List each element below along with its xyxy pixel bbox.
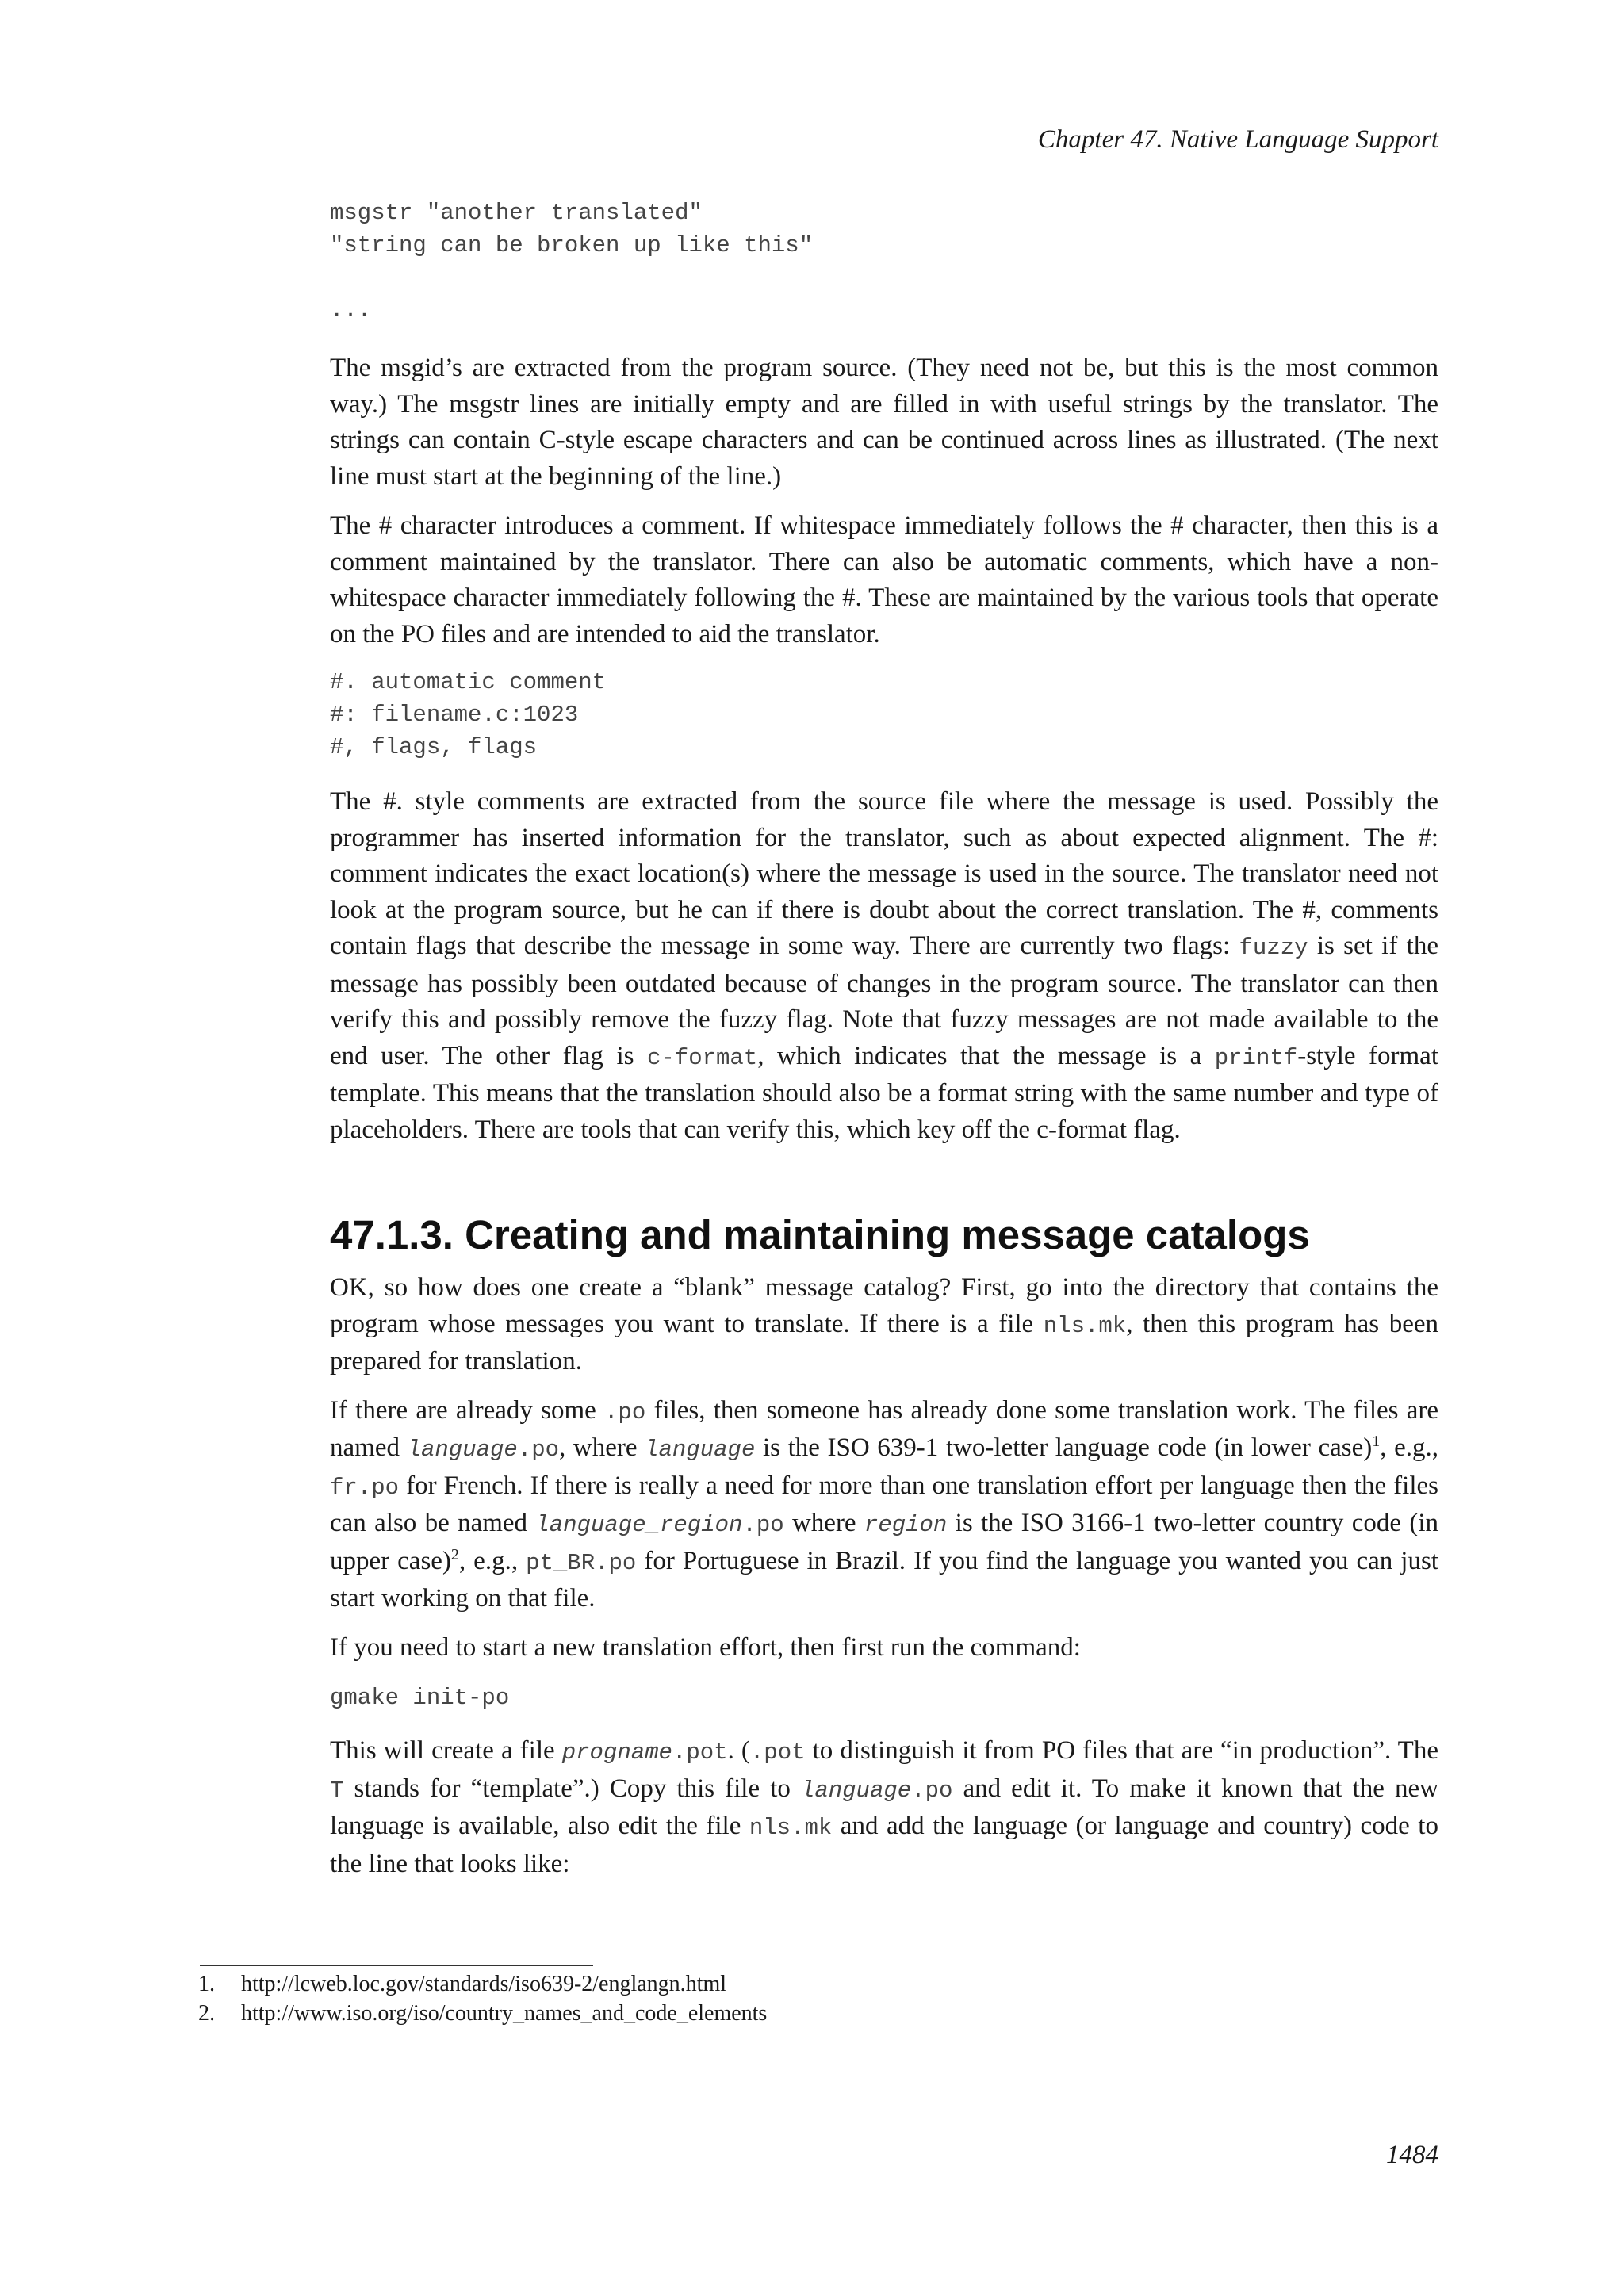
inline-code-italic: language <box>645 1437 756 1463</box>
page-number: 1484 <box>1386 2141 1438 2169</box>
inline-code: T <box>330 1777 344 1804</box>
code-line: "string can be broken up like this" <box>330 232 814 258</box>
inline-code-italic: region <box>864 1512 948 1538</box>
section-heading: 47.1.3. Creating and maintaining message catalogs <box>330 1212 1310 1257</box>
text-run: The #. style comments are extracted from the source file where the message is used. Possibly the programmer has inserted information for the translator, such as about expected alignment. The #: comment indicates the exact location(s) where the message is used in the source. The translator need not look at the program source, but he can if there is doubt about the correct translation. The #, comments contain flags that describe the message in some way. There are currently two flags: <box>330 787 1438 960</box>
text-run: and edit it. To make it known that the new language is available, also edit the file <box>330 1774 1438 1840</box>
inline-code-italic: progname <box>561 1739 672 1766</box>
text-run: files, then someone has already done some translation work. The files are named <box>330 1395 1438 1462</box>
code-block-msgstr <box>330 197 1438 327</box>
text-run: , which indicates that the message is a <box>757 1041 1215 1070</box>
footnote-number: 2. <box>198 2001 215 2026</box>
text-run: stands for “template”.) Copy this file to <box>343 1774 801 1803</box>
footnote-ref-2[interactable]: 2 <box>450 1545 459 1563</box>
text-run: for French. If there is really a need for more than one translation effort per language then the files can also be named <box>330 1471 1438 1537</box>
code-block-gmake <box>330 1682 1438 1714</box>
text-run: This will create a file <box>330 1736 562 1765</box>
text-run: is set if the message has possibly been outdated because of changes in the program source. The translator can then verify this and possibly remove the fuzzy flag. Note that fuzzy messages are not made available to the end user. The other flag is <box>330 932 1438 1070</box>
paragraph-blank-catalog <box>330 1270 1438 1380</box>
inline-code: .pot <box>749 1739 806 1766</box>
inline-code-fuzzy: fuzzy <box>1239 935 1308 961</box>
text-run: , then this program has been prepared for translation. <box>330 1309 1438 1376</box>
inline-code: .po <box>517 1437 560 1463</box>
footnote-link[interactable]: http://lcweb.loc.gov/standards/iso639-2/englangn.html <box>241 1972 727 1996</box>
text-run: for Portuguese in Brazil. If you find the language you wanted you can just start working on that file. <box>330 1546 1438 1613</box>
footnote-divider <box>200 1965 593 1966</box>
footnote-ref-1[interactable]: 1 <box>1372 1433 1381 1450</box>
code-line: msgstr "another translated" <box>330 200 703 226</box>
paragraph-po-files <box>330 1393 1438 1617</box>
inline-code: .po <box>911 1777 953 1804</box>
footnote-link[interactable]: http://www.iso.org/iso/country_names_and_code_elements <box>241 2001 768 2026</box>
main-content <box>330 197 1438 1882</box>
inline-code-printf: printf <box>1214 1044 1298 1071</box>
code-line: ... <box>330 297 372 323</box>
inline-code-italic: language_region <box>535 1512 743 1538</box>
text-run: is the ISO 639-1 two-letter language code (in lower case) <box>755 1433 1373 1462</box>
inline-code: .po <box>742 1512 784 1538</box>
text-run: , e.g., <box>1380 1433 1438 1462</box>
paragraph-pot-file <box>330 1733 1438 1882</box>
inline-code: pt_BR.po <box>526 1549 637 1576</box>
inline-code: .pot <box>672 1739 728 1766</box>
text-run: and add the language (or language and country) code to the line that looks like: <box>330 1812 1438 1878</box>
text-run: -style format template. This means that the translation should also be a format string with the same number and type of placeholders. There are tools that can verify this, which key off the c-format flag. <box>330 1041 1438 1144</box>
text-run: , e.g., <box>458 1546 527 1575</box>
code-line: #, flags, flags <box>330 734 538 760</box>
text-run: OK, so how does one create a “blank” message catalog? First, go into the directory that contains the program whose messages you want to translate. If there is a file <box>330 1273 1438 1338</box>
footnote-1 <box>198 1969 767 1999</box>
text-run: . ( <box>727 1736 750 1765</box>
paragraph-msgid: The msgid’s are extracted from the program source. (They need not be, but this is the most common way.) The msgstr lines are initially empty and are filled in with useful strings by the translator. The strings can contain C-style escape characters and can be continued across lines as illustrated. (The next line must start at the beginning of the line.) <box>330 354 1438 491</box>
paragraph-new-translation: If you need to start a new translation effort, then first run the command: <box>330 1632 1081 1662</box>
text-run: , where <box>559 1433 645 1462</box>
running-header: Chapter 47. Native Language Support <box>1037 125 1438 154</box>
text-run: where <box>783 1509 864 1537</box>
text-run: If there are already some <box>330 1395 605 1425</box>
footnotes <box>198 1969 767 2028</box>
code-line: #. automatic comment <box>330 669 607 695</box>
paragraph-comment-char: The # character introduces a comment. If whitespace immediately follows the # character, then this is a comment maintained by the translator. There can also be automatic comments, which have a non-whitespace character immediately following the #. These are maintained by the various tools that operate on the PO files and are intended to aid the translator. <box>330 511 1438 649</box>
inline-code-nls-mk: nls.mk <box>749 1815 833 1841</box>
inline-code-italic: language <box>800 1777 912 1804</box>
inline-code: fr.po <box>330 1474 400 1501</box>
text-run: to distinguish it from PO files that are “in production”. The <box>805 1736 1438 1765</box>
code-line: gmake init-po <box>330 1685 510 1711</box>
footnote-2 <box>198 1999 767 2028</box>
code-line: #: filename.c:1023 <box>330 702 579 728</box>
paragraph-comment-styles <box>330 784 1438 1148</box>
code-block-comments <box>330 666 1438 763</box>
inline-code-nls-mk: nls.mk <box>1043 1312 1127 1339</box>
footnote-number: 1. <box>198 1972 215 1996</box>
inline-code-c-format: c-format <box>646 1044 758 1071</box>
text-run: is the ISO 3166-1 two-letter country code (in upper case) <box>330 1509 1438 1575</box>
inline-code: .po <box>604 1399 646 1425</box>
inline-code-italic: language <box>407 1437 518 1463</box>
